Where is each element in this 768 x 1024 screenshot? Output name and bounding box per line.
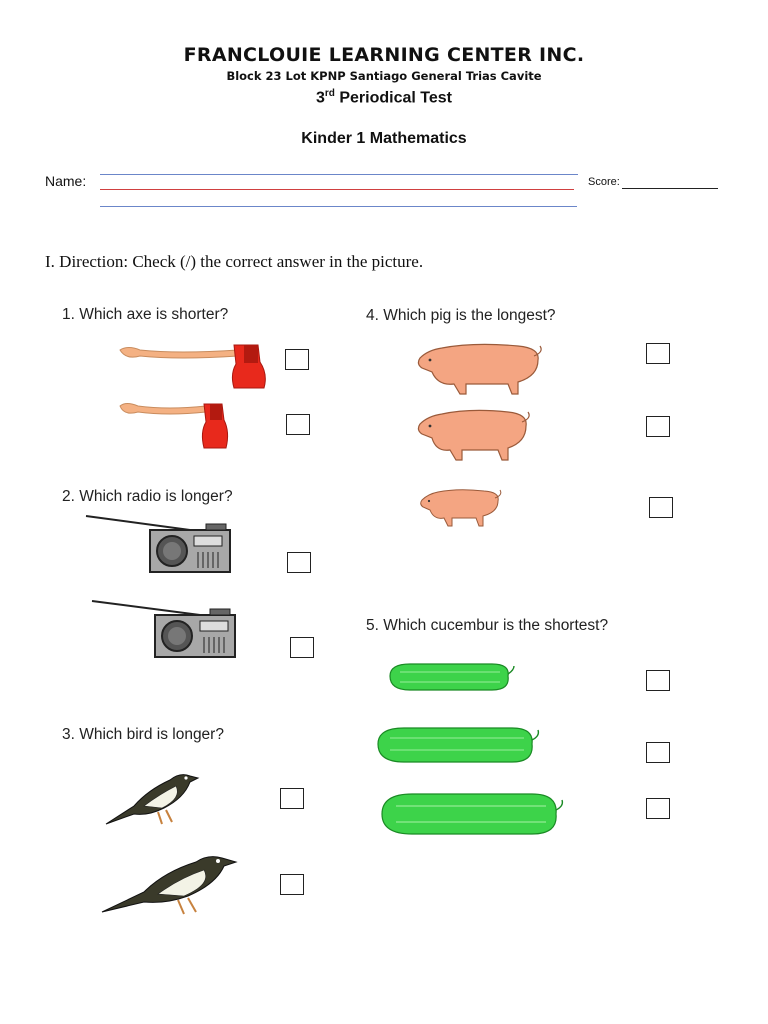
score-label: Score: [588,176,620,188]
test-number: 3 [316,89,325,107]
answer-checkbox[interactable] [649,497,673,518]
test-title [0,88,768,107]
test-suffix: rd [324,88,335,99]
direction-text: I. Direction: Check (/) the correct answer in the picture. [45,252,424,271]
question-2: 2. Which radio is longer? [62,488,233,505]
radio-icon [86,514,236,574]
cucumber-icon [386,660,516,694]
school-address: Block 23 Lot KPNP Santiago General Trias Cavite [226,69,542,83]
answer-checkbox[interactable] [646,416,670,437]
cucumber-icon [374,722,544,768]
name-field-line[interactable] [100,189,574,190]
subject-title: Kinder 1 Mathematics [301,130,467,147]
answer-checkbox[interactable] [285,349,309,370]
answer-checkbox[interactable] [280,874,304,895]
radio-icon [92,599,242,659]
name-label: Name: [45,173,87,189]
answer-checkbox[interactable] [646,343,670,364]
answer-checkbox[interactable] [646,670,670,691]
question-1: 1. Which axe is shorter? [62,306,229,323]
answer-checkbox[interactable] [290,637,314,658]
pig-icon [414,408,534,462]
answer-checkbox[interactable] [287,552,311,573]
question-5: 5. Which cucembur is the shortest? [366,617,609,634]
axe-icon [118,342,268,392]
answer-checkbox[interactable] [646,798,670,819]
name-guide-line-bottom [100,206,577,207]
answer-checkbox[interactable] [286,414,310,435]
question-3: 3. Which bird is longer? [62,726,224,743]
axe-icon [118,400,228,450]
bird-icon [100,850,240,918]
score-field-line[interactable] [622,188,718,189]
question-4: 4. Which pig is the longest? [366,307,556,324]
answer-checkbox[interactable] [646,742,670,763]
test-title-text: Periodical Test [339,89,452,107]
bird-icon [104,768,200,828]
school-name: FRANCLOUIE LEARNING CENTER INC. [183,44,585,66]
answer-checkbox[interactable] [280,788,304,809]
name-guide-line-top [100,174,578,175]
cucumber-icon [378,788,568,840]
pig-icon [418,488,504,528]
pig-icon [414,342,546,396]
